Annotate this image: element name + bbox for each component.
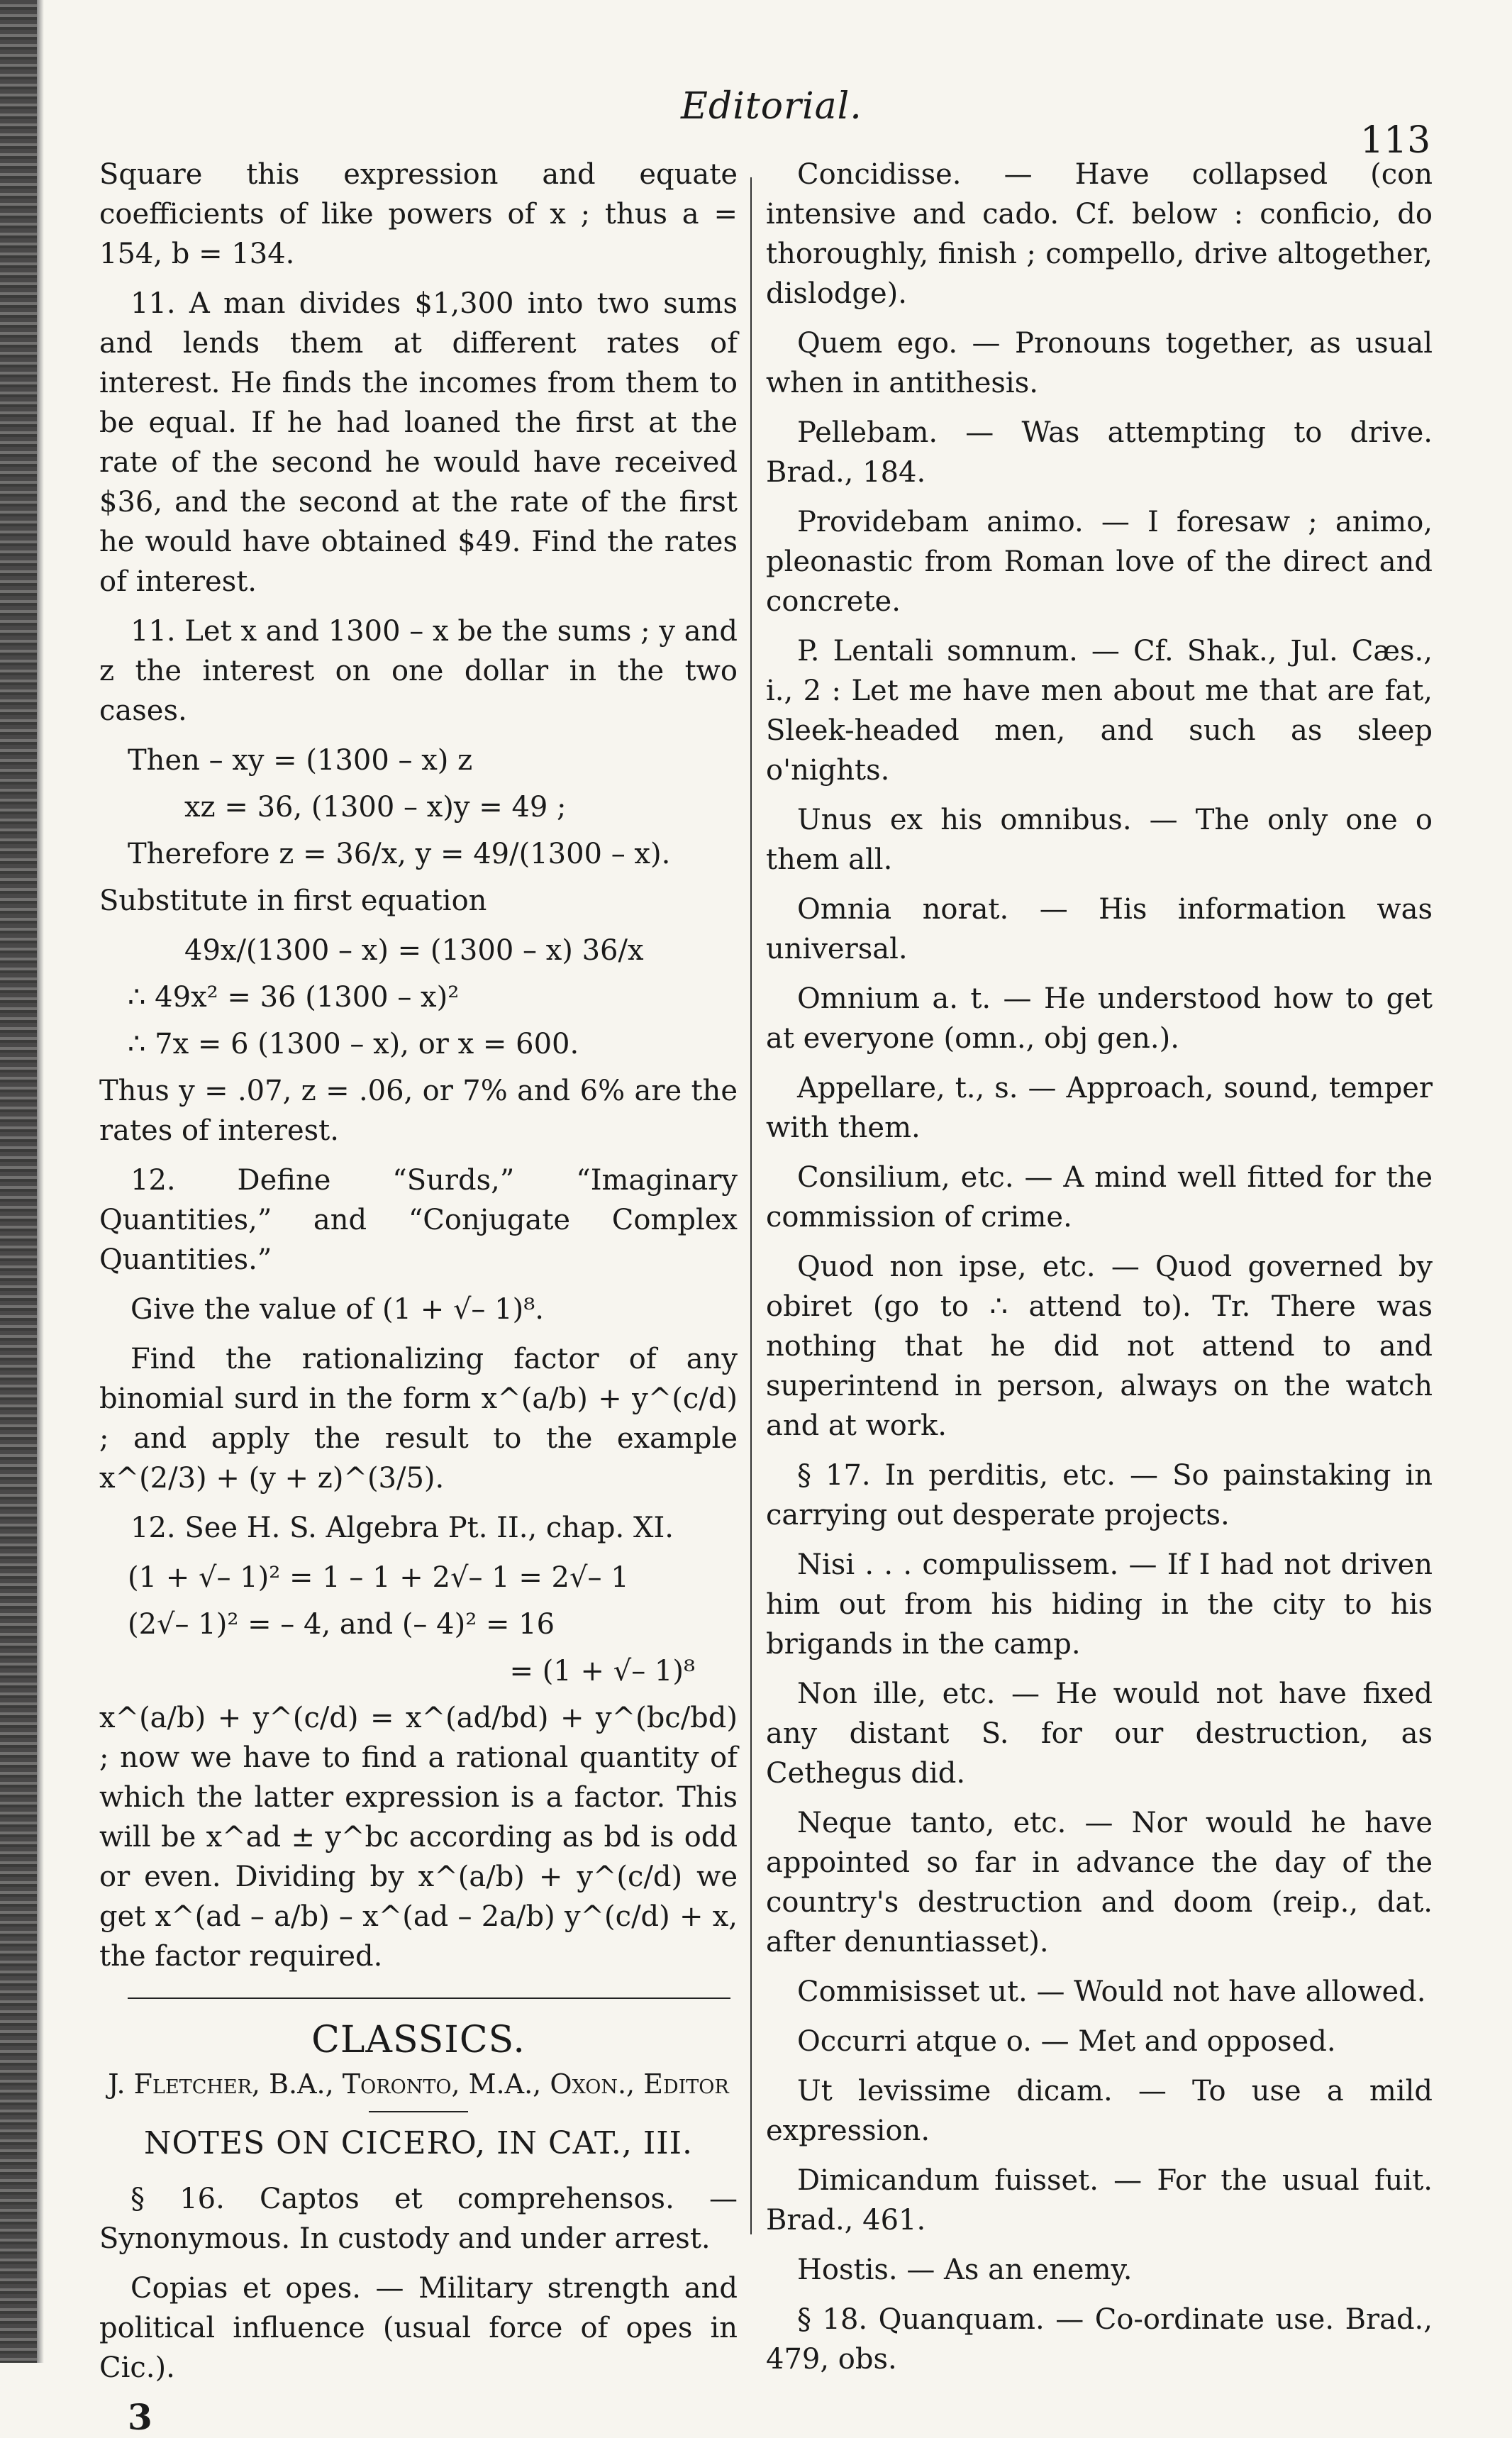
page-header — [0, 85, 1512, 162]
note-entry: Omnium a. t. — He understood how to get at everyone (omn., obj gen.). — [766, 982, 1433, 1055]
equation: 49x/(1300 – x) = (1300 – x) 36/x — [184, 934, 644, 967]
note-entry: Concidisse. — Have collapsed (con intensive and cado. Cf. below : conficio, do thoroughly, finish ; compello, drive altogether, dislodge). — [766, 158, 1433, 310]
note-entry: Non ille, etc. — He would not have fixed any distant S. for our destruction, as Cethegus did. — [766, 1678, 1433, 1790]
paragraph: Thus y = .07, z = .06, or 7% and 6% are the rates of interest. — [99, 1075, 738, 1147]
editor-credit: J. Fletcher, B.A., Toronto, M.A., Oxon., Editor — [108, 2068, 729, 2100]
note-entry: Neque tanto, etc. — Nor would he have appointed so far in advance the day of the country's destruction and doom (reip., dat. after denuntiasset). — [766, 1807, 1433, 1958]
problem-12: 12. Define “Surds,” “Imaginary Quantities,” and “Conjugate Complex Quantities.” — [99, 1164, 738, 1276]
signature-mark: 3 — [128, 2396, 152, 2438]
subsection-title: NOTES ON CICERO, IN CAT., III. — [143, 2125, 694, 2161]
equation: Then – xy = (1300 – x) z — [128, 744, 473, 777]
note-entry: Pellebam. — Was attempting to drive. Brad., 184. — [766, 416, 1433, 489]
equation: (2√– 1)² = – 4, and (– 4)² = 16 — [128, 1608, 555, 1641]
right-column — [766, 155, 1433, 2389]
page-number: 113 — [1360, 119, 1431, 162]
note-entry: Quem ego. — Pronouns together, as usual when in antithesis. — [766, 327, 1433, 399]
note-entry: Omnia norat. — His information was universal. — [766, 893, 1433, 965]
running-title: Editorial. — [681, 85, 862, 128]
paragraph: x^(a/b) + y^(c/d) = x^(ad/bd) + y^(bc/bd) ; now we have to find a rational quantity of which the latter expression is a factor. This will be x^ad ± y^bc according as bd is odd or even. Dividing by x^(a/b) + y^(c/d) we get x^(ad – a/b) – x^(ad – 2a/b) y^(c/d) + x, the factor required. — [99, 1702, 738, 1973]
note-entry: § 16. Captos et comprehensos. — Synonymous. In custody and under arrest. — [99, 2183, 738, 2255]
note-entry: Nisi . . . compulissem. — If I had not driven him out from his hiding in the city to his brigands in the camp. — [766, 1548, 1433, 1661]
paragraph: Square this expression and equate coefficients of like powers of x ; thus a = 154, b = 134. — [99, 158, 738, 270]
left-column — [99, 155, 738, 2437]
binding-shadow — [37, 0, 44, 2363]
book-binding-edge — [0, 0, 37, 2363]
section-title: CLASSICS. — [311, 2019, 526, 2061]
equation: Therefore z = 36/x, y = 49/(1300 – x). — [128, 838, 671, 870]
note-entry: Hostis. — As an enemy. — [797, 2254, 1133, 2286]
note-entry: § 18. Quanquam. — Co-ordinate use. Brad., 479, obs. — [766, 2303, 1433, 2376]
problem-11: 11. A man divides $1,300 into two sums and lends them at different rates of interest. He finds the incomes from them to be equal. If he had loaned the first at the rate of the second he would have received $36, and the second at the rate of the first he would have obtained $49. Find the rates of interest. — [99, 287, 738, 598]
note-entry: P. Lentali somnum. — Cf. Shak., Jul. Cæs., i., 2 : Let me have men about me that are fat, Sleek-headed men, and such as sleep o'nights. — [766, 635, 1433, 787]
note-entry: Commisisset ut. — Would not have allowed. — [797, 1976, 1426, 2008]
note-entry: Providebam animo. — I foresaw ; animo, pleonastic from Roman love of the direct and concrete. — [766, 506, 1433, 618]
equation: ∴ 7x = 6 (1300 – x), or x = 600. — [128, 1028, 579, 1060]
note-entry: Dimicandum fuisset. — For the usual fuit. Brad., 461. — [766, 2164, 1433, 2237]
note-entry: Appellare, t., s. — Approach, sound, temper with them. — [766, 1072, 1433, 1144]
equation: xz = 36, (1300 – x)y = 49 ; — [184, 791, 567, 824]
solution-11: 11. Let x and 1300 – x be the sums ; y and z the interest on one dollar in the two cases. — [99, 615, 738, 727]
note-entry: Quod non ipse, etc. — Quod governed by obiret (go to ∴ attend to). Tr. There was nothing that he did not attend to and superintend in person, always on the watch and at work. — [766, 1251, 1433, 1442]
short-divider — [369, 2111, 468, 2112]
equation: = (1 + √– 1)⁸ — [509, 1655, 695, 1688]
paragraph: Give the value of (1 + √– 1)⁸. — [130, 1293, 544, 1326]
equation: ∴ 49x² = 36 (1300 – x)² — [128, 981, 460, 1014]
note-entry: Ut levissime dicam. — To use a mild expression. — [766, 2075, 1433, 2147]
note-entry: § 17. In perditis, etc. — So painstaking in carrying out desperate projects. — [766, 1459, 1433, 1531]
paragraph: Substitute in first equation — [99, 885, 487, 917]
note-entry: Occurri atque o. — Met and opposed. — [797, 2025, 1336, 2058]
solution-12: 12. See H. S. Algebra Pt. II., chap. XI. — [130, 1512, 674, 1544]
note-entry: Consilium, etc. — A mind well fitted for the commission of crime. — [766, 1161, 1433, 1234]
equation: (1 + √– 1)² = 1 – 1 + 2√– 1 = 2√– 1 — [128, 1561, 629, 1594]
paragraph: Find the rationalizing factor of any binomial surd in the form x^(a/b) + y^(c/d) ; and apply the result to the example x^(2/3) + (y + z)^(3/5). — [99, 1343, 738, 1495]
note-entry: Unus ex his omnibus. — The only one o them all. — [766, 804, 1433, 876]
column-divider — [750, 177, 752, 2234]
section-divider — [128, 1998, 730, 1999]
note-entry: Copias et opes. — Military strength and political influence (usual force of opes in Cic.). — [99, 2272, 738, 2384]
